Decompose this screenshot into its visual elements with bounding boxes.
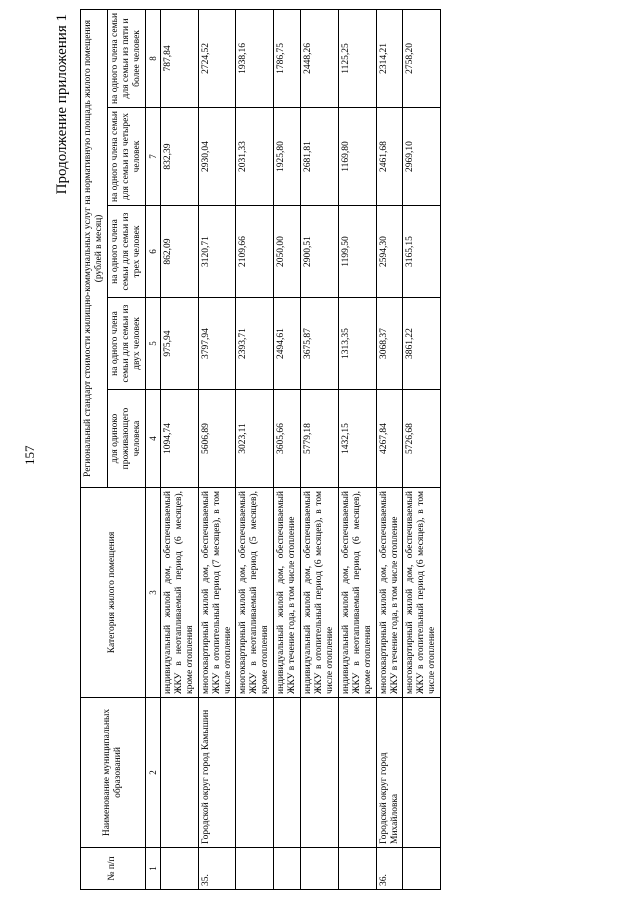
row-value: 2758,20 bbox=[403, 9, 441, 107]
column-number: 3 bbox=[145, 488, 160, 698]
table-row bbox=[376, 9, 403, 889]
row-value: 2448,26 bbox=[301, 9, 339, 107]
table-row bbox=[274, 9, 301, 889]
row-value: 1094,74 bbox=[160, 390, 198, 488]
row-num bbox=[236, 848, 274, 890]
row-value: 2594,30 bbox=[376, 206, 403, 298]
header-three: на одного члена семьи для семьи из трех человек bbox=[107, 206, 145, 298]
row-value: 1925,80 bbox=[274, 108, 301, 206]
row-municipality bbox=[338, 698, 376, 848]
row-num bbox=[338, 848, 376, 890]
row-value: 1938,16 bbox=[236, 9, 274, 107]
row-category: индивидуальный жилой дом, обеспечиваемый ЖКУ в неотапливаемый период (6 месяцев), кроме отопления bbox=[160, 488, 198, 698]
header-row-top bbox=[81, 9, 108, 889]
row-value: 862,09 bbox=[160, 206, 198, 298]
row-value: 1169,80 bbox=[338, 108, 376, 206]
row-municipality bbox=[160, 698, 198, 848]
row-num bbox=[301, 848, 339, 890]
column-number: 1 bbox=[145, 848, 160, 890]
row-municipality bbox=[236, 698, 274, 848]
row-value: 5779,18 bbox=[301, 390, 339, 488]
header-num: № п/п bbox=[81, 848, 146, 890]
header-two: на одного члена семьи для семьи из двух человек bbox=[107, 298, 145, 390]
row-municipality: Городской округ город Камышин bbox=[198, 698, 236, 848]
row-value: 3797,94 bbox=[198, 298, 236, 390]
row-value: 3120,71 bbox=[198, 206, 236, 298]
column-number: 8 bbox=[145, 9, 160, 107]
row-value: 3023,11 bbox=[236, 390, 274, 488]
row-value: 2900,51 bbox=[301, 206, 339, 298]
table-row bbox=[403, 9, 441, 889]
header-municipality: Наименование муниципальных образований bbox=[81, 698, 146, 848]
row-value: 2314,21 bbox=[376, 9, 403, 107]
row-num bbox=[274, 848, 301, 890]
row-value: 1786,75 bbox=[274, 9, 301, 107]
housing-cost-table bbox=[80, 9, 441, 890]
row-value: 4267,84 bbox=[376, 390, 403, 488]
row-value: 3675,87 bbox=[301, 298, 339, 390]
row-category: индивидуальный жилой дом, обеспечиваемый ЖКУ в отопительный период (6 месяцев), в том числе отопление bbox=[301, 488, 339, 698]
row-value: 832,39 bbox=[160, 108, 198, 206]
appendix-title: Продолжение приложения 1 bbox=[54, 14, 70, 195]
table-row bbox=[198, 9, 236, 889]
row-value: 2393,71 bbox=[236, 298, 274, 390]
row-value: 3165,15 bbox=[403, 206, 441, 298]
row-value: 1125,25 bbox=[338, 9, 376, 107]
header-single: для одиноко проживающего человека bbox=[107, 390, 145, 488]
row-value: 2724,52 bbox=[198, 9, 236, 107]
table-row bbox=[236, 9, 274, 889]
row-municipality bbox=[403, 698, 441, 848]
row-value: 3605,66 bbox=[274, 390, 301, 488]
column-number: 2 bbox=[145, 698, 160, 848]
row-value: 787,84 bbox=[160, 9, 198, 107]
header-five-plus: на одного члена семьи для семьи из пяти и более человек bbox=[107, 9, 145, 107]
row-value: 5726,68 bbox=[403, 390, 441, 488]
row-category: многоквартирный жилой дом, обеспечиваемый ЖКУ в течение года, в том числе отопление bbox=[376, 488, 403, 698]
row-category: многоквартирный жилой дом, обеспечиваемый ЖКУ в неотапливаемый период (5 месяцев), кроме отопления bbox=[236, 488, 274, 698]
row-municipality bbox=[274, 698, 301, 848]
row-num bbox=[160, 848, 198, 890]
table-row bbox=[160, 9, 198, 889]
row-municipality: Городской округ город Михайловка bbox=[376, 698, 403, 848]
page-number: 157 bbox=[22, 445, 37, 465]
table-row bbox=[338, 9, 376, 889]
row-num bbox=[403, 848, 441, 890]
column-number-row bbox=[145, 9, 160, 889]
header-group-title: Региональный стандарт стоимости жилищно-коммунальных услуг на нормативную площадь жилого помещения (рублей в месяц) bbox=[81, 9, 108, 487]
row-municipality bbox=[301, 698, 339, 848]
row-value: 3068,37 bbox=[376, 298, 403, 390]
row-value: 2681,81 bbox=[301, 108, 339, 206]
row-value: 2109,66 bbox=[236, 206, 274, 298]
row-value: 2494,61 bbox=[274, 298, 301, 390]
table-row bbox=[301, 9, 339, 889]
header-category: Категория жилого помещения bbox=[81, 488, 146, 698]
row-value: 3861,22 bbox=[403, 298, 441, 390]
row-num: 36. bbox=[376, 848, 403, 890]
column-number: 7 bbox=[145, 108, 160, 206]
row-value: 975,94 bbox=[160, 298, 198, 390]
column-number: 6 bbox=[145, 206, 160, 298]
row-value: 2461,68 bbox=[376, 108, 403, 206]
row-value: 2969,10 bbox=[403, 108, 441, 206]
row-value: 1432,15 bbox=[338, 390, 376, 488]
row-value: 2930,04 bbox=[198, 108, 236, 206]
row-category: индивидуальный жилой дом, обеспечиваемый ЖКУ в течение года, в том числе отопление bbox=[274, 488, 301, 698]
row-num: 35. bbox=[198, 848, 236, 890]
row-value: 1199,50 bbox=[338, 206, 376, 298]
row-category: многоквартирный жилой дом, обеспечиваемый ЖКУ в отопительный период (6 месяцев), в том числе отопление bbox=[403, 488, 441, 698]
row-category: многоквартирный жилой дом, обеспечиваемый ЖКУ в отопительный период (7 месяцев), в том числе отопление bbox=[198, 488, 236, 698]
row-value: 2031,33 bbox=[236, 108, 274, 206]
header-four: на одного члена семьи для семьи из четырех человек bbox=[107, 108, 145, 206]
column-number: 5 bbox=[145, 298, 160, 390]
column-number: 4 bbox=[145, 390, 160, 488]
row-value: 1313,35 bbox=[338, 298, 376, 390]
row-value: 5606,89 bbox=[198, 390, 236, 488]
row-value: 2050,00 bbox=[274, 206, 301, 298]
row-category: индивидуальный жилой дом, обеспечиваемый ЖКУ в неотапливаемый период (6 месяцев), кроме отопления bbox=[338, 488, 376, 698]
